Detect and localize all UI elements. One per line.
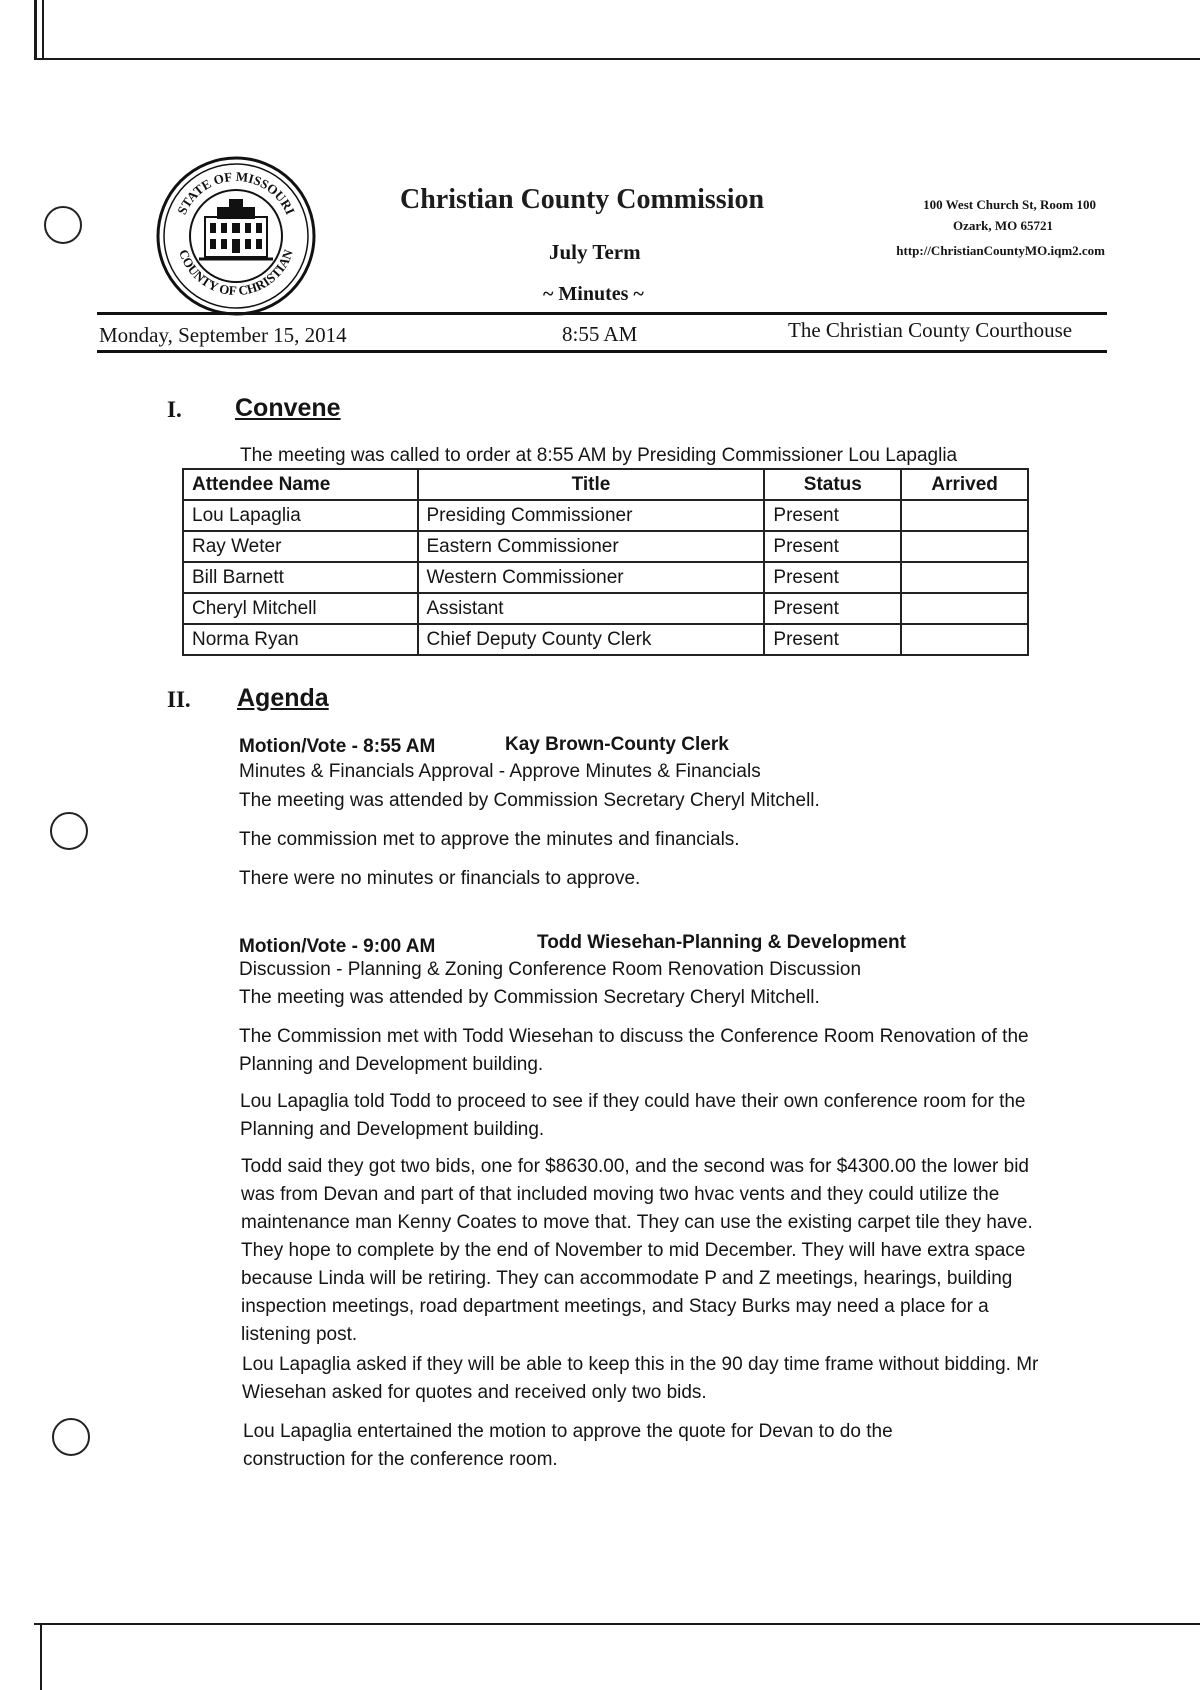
attendee-title: Chief Deputy County Clerk <box>418 624 765 655</box>
hole-punch-middle <box>50 812 88 850</box>
agenda-item-2-paragraph: Lou Lapaglia told Todd to proceed to see if they could have their own conference room for the Planning and Development building. <box>240 1091 1026 1140</box>
attendee-status: Present <box>764 531 901 562</box>
agenda-item-2-subject: Discussion - Planning & Zoning Conference Room Renovation Discussion <box>239 959 862 980</box>
convene-intro: The meeting was called to order at 8:55 AM by Presiding Commissioner Lou Lapaglia <box>240 445 958 466</box>
agenda-item-1-attended: The meeting was attended by Commission Secretary Cheryl Mitchell. <box>239 790 820 811</box>
agenda-item-1-paragraph: The commission met to approve the minutes and financials. <box>239 829 740 850</box>
agenda-item-2-paragraph: Todd said they got two bids, one for $8630.00, and the second was for $4300.00 the lower bid was from Devan and part of that included moving two hvac vents and they could utilize the maintenance man Kenny Coates to move that. They can use the existing carpet tile they have. They hope to complete by the end of November to mid December. They will have extra space because Linda will be retiring. They can accommodate P and Z meetings, hearings, building inspection meetings, road department meetings, and Stacy Burks may need a place for a listening post. <box>241 1156 1033 1345</box>
agenda-item-2-presenter: Todd Wiesehan-Planning & Development <box>537 932 906 953</box>
org-title: Christian County Commission <box>400 184 765 215</box>
attendee-table-header <box>183 469 1028 500</box>
hole-punch-top <box>44 206 82 244</box>
table-row <box>183 500 1028 531</box>
attendee-name: Bill Barnett <box>183 562 418 593</box>
meeting-time: 8:55 AM <box>562 322 638 346</box>
agenda-item-1-motion: Motion/Vote - 8:55 AM <box>239 736 436 757</box>
scan-edge-line-top <box>34 58 1200 60</box>
address-url: http://ChristianCountyMO.iqm2.com <box>896 243 1105 258</box>
attendee-arrived <box>901 531 1028 562</box>
agenda-item-2-paragraph: Lou Lapaglia entertained the motion to approve the quote for Devan to do the construction for the conference room. <box>243 1421 893 1470</box>
table-row <box>183 562 1028 593</box>
header-rule-bottom <box>97 350 1107 353</box>
scan-edge-line-top-left <box>34 0 37 60</box>
scan-edge-line-bottom <box>34 1623 1200 1625</box>
attendee-title: Eastern Commissioner <box>418 531 765 562</box>
svg-text:COUNTY OF CHRISTIAN: COUNTY OF CHRISTIAN <box>176 247 296 299</box>
meeting-venue: The Christian County Courthouse <box>788 318 1073 342</box>
minutes-label: ~ Minutes ~ <box>543 283 644 305</box>
attendee-table <box>182 468 1029 656</box>
attendee-arrived <box>901 500 1028 531</box>
attendee-status: Present <box>764 593 901 624</box>
agenda-item-2-motion: Motion/Vote - 9:00 AM <box>239 936 436 957</box>
attendee-status: Present <box>764 624 901 655</box>
attendee-arrived <box>901 593 1028 624</box>
column-header-title: Title <box>418 469 765 500</box>
agenda-item-1-presenter: Kay Brown-County Clerk <box>505 734 729 755</box>
attendee-name: Lou Lapaglia <box>183 500 418 531</box>
section-number-agenda: II. <box>167 687 191 712</box>
scan-edge-line-top-left-2 <box>42 0 44 60</box>
column-header-status: Status <box>764 469 901 500</box>
attendee-status: Present <box>764 500 901 531</box>
table-row <box>183 624 1028 655</box>
column-header-name: Attendee Name <box>183 469 418 500</box>
attendee-name: Cheryl Mitchell <box>183 593 418 624</box>
attendee-name: Ray Weter <box>183 531 418 562</box>
table-row <box>183 593 1028 624</box>
svg-text:STATE OF MISSOURI: STATE OF MISSOURI <box>174 168 299 217</box>
attendee-arrived <box>901 562 1028 593</box>
column-header-arrived: Arrived <box>901 469 1028 500</box>
term-label: July Term <box>549 240 641 264</box>
attendee-arrived <box>901 624 1028 655</box>
hole-punch-bottom <box>52 1418 90 1456</box>
agenda-item-2-attended: The meeting was attended by Commission Secretary Cheryl Mitchell. <box>239 987 820 1008</box>
attendee-status: Present <box>764 562 901 593</box>
agenda-item-1-paragraph: There were no minutes or financials to approve. <box>239 868 641 889</box>
agenda-item-2-paragraph: Lou Lapaglia asked if they will be able to keep this in the 90 day time frame without bidding. Mr Wiesehan asked for quotes and received only two bids. <box>242 1354 1039 1403</box>
county-seal-icon <box>155 155 317 317</box>
address-line-2: Ozark, MO 65721 <box>952 218 1053 233</box>
attendee-title: Presiding Commissioner <box>418 500 765 531</box>
attendee-title: Western Commissioner <box>418 562 765 593</box>
agenda-item-2-paragraph: The Commission met with Todd Wiesehan to discuss the Conference Room Renovation of the Planning and Development building. <box>239 1026 1029 1075</box>
scan-edge-line-bottom-left <box>40 1623 42 1690</box>
header-rule-top <box>97 312 1107 315</box>
section-title-convene: Convene <box>235 394 341 422</box>
address-line-1: 100 West Church St, Room 100 <box>923 197 1096 212</box>
agenda-item-1-subject: Minutes & Financials Approval - Approve Minutes & Financials <box>239 761 761 782</box>
attendee-name: Norma Ryan <box>183 624 418 655</box>
attendee-title: Assistant <box>418 593 765 624</box>
meeting-date: Monday, September 15, 2014 <box>99 323 347 347</box>
section-title-agenda: Agenda <box>237 684 329 712</box>
section-number-convene: I. <box>167 397 182 422</box>
table-row <box>183 531 1028 562</box>
